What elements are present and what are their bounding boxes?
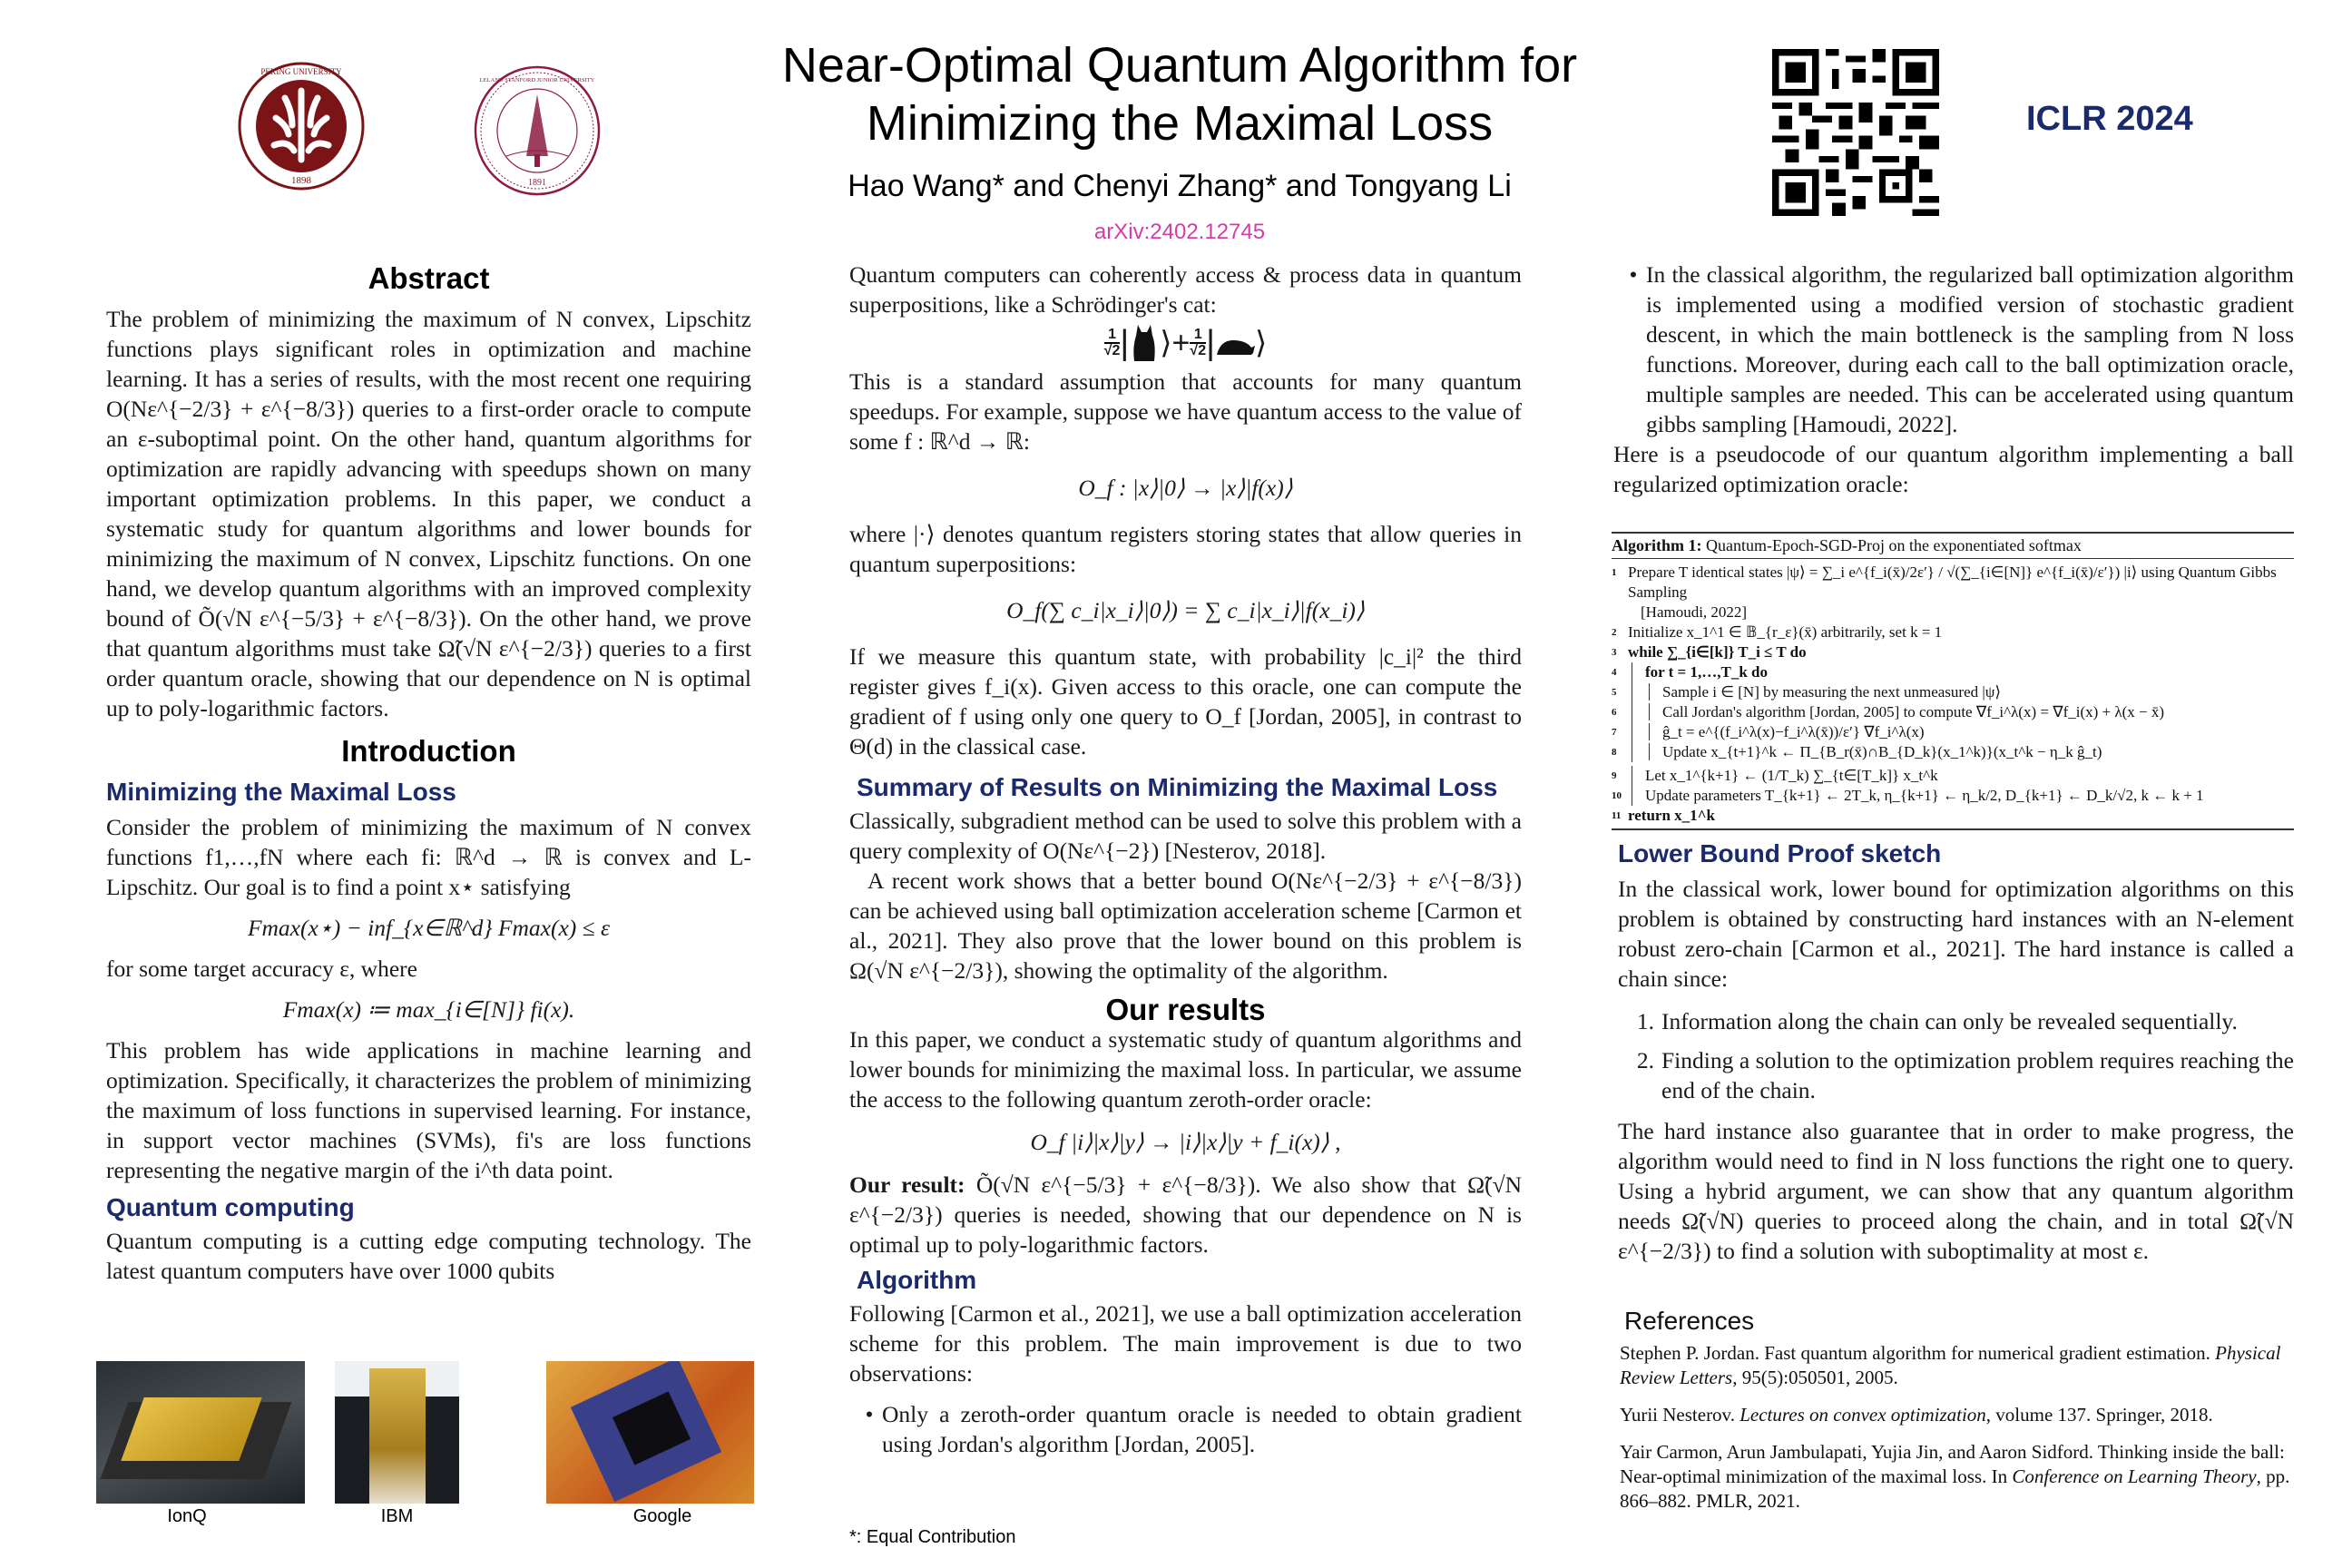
algorithm-bullet-1 [849, 1399, 1522, 1459]
mml-equation-1: Fmax(x⋆) − inf_{x∈ℝ^d} Fmax(x) ≤ ε [247, 915, 611, 941]
mml-paragraph-2: for some target accuracy ε, where [106, 956, 417, 982]
lower-bound-item-2 [1618, 1045, 2294, 1105]
line-number: 5 [1612, 687, 1617, 698]
right-column-bottom [1618, 838, 2294, 1266]
oracle-equation: O_f : |x⟩|0⟩ → |x⟩|f(x)⟩ [1078, 475, 1293, 501]
lower-bound-item-1 [1618, 1006, 2294, 1036]
summary-paragraph-1: Classically, subgradient method can be used to solve this problem with a query complexity of O(Nε^{−2}) [Nesterov, 2018]. [849, 808, 1522, 864]
algorithm-line [1612, 642, 2294, 662]
algorithm-bullet-2 [1613, 260, 2294, 439]
line-number: 1 [1612, 567, 1617, 578]
ibm-image [335, 1361, 459, 1504]
line-number: 9 [1612, 770, 1617, 781]
our-result-text: Õ(√N ε^{−5/3} + ε^{−8/3}). We also show that Ω̃(√N ε^{−2/3}) queries is needed, showing that our dependence on N is optimal up to poly-logarithmic factors. [849, 1171, 1522, 1258]
line-number: 3 [1612, 647, 1617, 658]
mml-equation-2: Fmax(x) ≔ max_{i∈[N]} fi(x). [282, 996, 575, 1023]
middle-column [849, 260, 1522, 1459]
middle-paragraph-1: Quantum computers can coherently access & process data in quantum superpositions, like a Schrödinger's cat: [849, 261, 1522, 318]
quantum-computing-paragraph: Quantum computing is a cutting edge computing technology. The latest quantum computers have over 1000 qubits [106, 1228, 751, 1284]
schrodinger-cat-equation: 1 √2 | ⟩+ $\frac{1}{√2}$ | ⟩ [1103, 323, 1268, 362]
line-number: 7 [1612, 727, 1617, 738]
line-number: 11 [1612, 810, 1622, 821]
ibm-caption: IBM [380, 1506, 414, 1526]
venue-label: ICLR 2024 [2026, 100, 2193, 138]
equal-contribution-footnote: *: Equal Contribution [849, 1527, 1016, 1547]
item-number: 2. [1636, 1047, 1654, 1073]
reference-item [1620, 1440, 2291, 1514]
references-title: References [1624, 1307, 1755, 1335]
reference-venue: Physical Review Letters [1620, 1342, 2281, 1388]
line-text: while ∑_{i∈[k]} T_i ≤ T do [1628, 643, 1807, 661]
reference-tail: , pp. 866–882. PMLR, 2021. [1620, 1465, 2290, 1512]
line-text: ĝ_t = e^{(f_i^λ(x)−f_i^λ(x̄))/ε′} ∇f_i^λ(x) [1649, 723, 1925, 740]
line-number: 2 [1612, 627, 1617, 638]
line-text: Sample i ∈ [N] by measuring the next unmeasured |ψ⟩ [1649, 683, 2001, 701]
stanford-year: 1891 [528, 178, 546, 188]
ionq-image [96, 1361, 305, 1504]
algorithm-line [1612, 786, 2294, 806]
algorithm-line [1612, 622, 2294, 642]
line-number [1612, 603, 1628, 622]
stanford-university-seal [474, 65, 601, 197]
google-image [546, 1361, 754, 1504]
middle-paragraph-2: This is a standard assumption that accounts for many quantum speedups. For example, suppose we have quantum access to the value of some f : ℝ^d → ℝ: [849, 368, 1522, 455]
reference-text: Yair Carmon, Arun Jambulapati, Yujia Jin, and Aaron Sidford. Thinking inside the ball: Near-optimal minimization of the maximal loss. In [1620, 1441, 2285, 1487]
introduction-title: Introduction [341, 734, 516, 768]
line-number: 4 [1612, 667, 1617, 678]
algorithm-bullet-1-text: Only a zeroth-order quantum oracle is needed to obtain gradient using Jordan's algorithm [Jordan, 2005]. [882, 1401, 1522, 1457]
dead-cat-icon [1215, 329, 1255, 357]
algorithm-line [1612, 662, 2294, 682]
reference-text: Yurii Nesterov. [1620, 1404, 1735, 1426]
mml-paragraph-1: Consider the problem of minimizing the maximum of N convex functions f1,…,fN where each fi: ℝ^d → ℝ is convex and L-Lipschitz. Our goal is to find a point x⋆ satisfying [106, 814, 751, 900]
algorithm-line [1612, 766, 2294, 786]
line-number: 10 [1612, 790, 1622, 801]
line-number: 6 [1612, 707, 1617, 718]
authors: Hao Wang* and Chenyi Zhang* and Tongyang Li [848, 169, 1512, 203]
algorithm-line [1612, 563, 2294, 603]
abstract-title: Abstract [368, 261, 490, 295]
algorithm-box [1612, 532, 2294, 830]
algorithm-name: Quantum-Epoch-SGD-Proj on the exponentiated softmax [1705, 536, 2082, 554]
algorithm-line [1612, 682, 2294, 702]
bullet-dot: • [865, 1401, 874, 1427]
left-column [106, 263, 751, 1286]
line-text: Update x_{t+1}^k ← Π_{B_r(x̄)∩B_{D_k}(x_1^k)}(x_t^k − η_k ĝ_t) [1649, 743, 2102, 760]
lower-bound-title: Lower Bound Proof sketch [1618, 839, 1942, 867]
item-text: Information along the chain can only be revealed sequentially. [1661, 1008, 2238, 1034]
line-text: [Hamoudi, 2022] [1641, 603, 1748, 621]
reference-item [1620, 1341, 2291, 1390]
alive-cat-icon [1129, 323, 1160, 363]
line-text: Update parameters T_{k+1} ← 2T_k, η_{k+1} ← η_k/2, D_{k+1} ← D_k/√2, k ← k + 1 [1632, 786, 2204, 806]
item-number: 1. [1636, 1008, 1654, 1034]
superposition-equation: O_f(∑ c_i|x_i⟩|0⟩) = ∑ c_i|x_i⟩|f(x_i)⟩ [1006, 597, 1365, 623]
line-text: Let x_1^{k+1} ← (1/T_k) ∑_{t∈[T_k]} x_t^k [1632, 766, 1938, 786]
middle-paragraph-3: where |·⟩ denotes quantum registers storing states that allow queries in quantum superpositions: [849, 521, 1522, 577]
algorithm-line [1612, 702, 2294, 722]
algorithm-title: Algorithm [857, 1266, 977, 1294]
peking-university-logo [238, 62, 365, 191]
qr-code[interactable] [1772, 49, 1939, 216]
our-results-title: Our results [1105, 993, 1266, 1026]
algorithm-header [1612, 534, 2294, 559]
reference-text: Stephen P. Jordan. Fast quantum algorithm for numerical gradient estimation. [1620, 1342, 2210, 1364]
bullet-dot: • [1629, 261, 1638, 288]
algorithm-label: Algorithm 1: [1612, 536, 1702, 554]
reference-tail: , volume 137. Springer, 2018. [1985, 1404, 2213, 1426]
line-number: 8 [1612, 747, 1617, 758]
algorithm-line [1612, 603, 2294, 622]
references-list [1620, 1341, 2291, 1526]
one-over-root2-a: 1 √2 [1103, 327, 1121, 358]
lower-bound-paragraph-1: In the classical work, lower bound for optimization algorithms on this problem is obtained by constructing hard instances with an N-element robust zero-chain [Carmon et al., 2021]. The hard instance is called a chain since: [1618, 876, 2294, 992]
summary-title: Summary of Results on Minimizing the Maximal Loss [857, 773, 1498, 801]
abstract-text: The problem of minimizing the maximum of N convex, Lipschitz functions plays significant roles in optimization and machine learning. It has a series of results, with the most recent one requiring O(Nε^{−2/3} + ε^{−8/3}) queries to a first-order oracle to compute an ε-suboptimal point. On the other hand, quantum algorithms for optimization are rapidly advancing with speedups shown on many important optimization problems. In this paper, we conduct a systematic study for quantum algorithms and lower bounds for minimizing the maximum of N convex, Lipschitz functions. On one hand, we develop quantum algorithms with an improved complexity bound of Õ(√N ε^{−5/3} + ε^{−8/3}). On the other hand, we prove that quantum algorithms must take Ω̃(√N ε^{−2/3}) queries to a first order quantum oracle, showing that our dependence on N is optimal up to poly-logarithmic factors. [106, 306, 751, 721]
item-text: Finding a solution to the optimization problem requires reaching the end of the chain. [1661, 1047, 2294, 1103]
reference-venue: Conference on Learning Theory [2012, 1465, 2257, 1487]
peking-ring-text: PEKING UNIVERSITY [260, 67, 342, 76]
google-caption: Google [632, 1506, 692, 1526]
algorithm-line [1612, 806, 2294, 826]
stanford-ring-text: LELAND STANFORD JUNIOR UNIVERSITY [479, 77, 595, 83]
one-over-root2-b: $\frac{1}{√2}$ [1190, 327, 1207, 358]
results-paragraph-2 [849, 1170, 1522, 1259]
line-text: Initialize x_1^1 ∈ 𝔹_{r_ε}(x̄) arbitrarily, set k = 1 [1628, 623, 1943, 641]
ionq-caption: IonQ [167, 1506, 207, 1526]
arxiv-link[interactable]: arXiv:2402.12745 [1093, 220, 1266, 244]
lower-bound-paragraph-2: The hard instance also guarantee that in order to make progress, the algorithm would need to find in N loss functions the right one to query. Using a hybrid argument, we can show that any quantum algorithm needs Ω̃(√N) queries to proceed along the chain, and in total Ω̃(√N ε^{−2/3}) to find a solution with suboptimality at most ε. [1618, 1118, 2294, 1264]
line-text: return x_1^k [1628, 807, 1715, 824]
algorithm-line [1612, 722, 2294, 742]
algorithm-paragraph: Following [Carmon et al., 2021], we use a ball optimization acceleration scheme for this problem. The main improvement is due to two observations: [849, 1300, 1522, 1387]
line-text: Prepare T identical states |ψ⟩ = ∑_i e^{f_i(x̄)/2ε′} / √(∑_{i∈[N]} e^{f_i(x̄)/ε′}) |i⟩ using Quantum Gibbs Sampling [1628, 564, 2277, 601]
mml-paragraph-3: This problem has wide applications in machine learning and optimization. Specifically, it characterizes the problem of minimizing the maximum of loss functions in supervised learning. For instance, in support vector machines (SVMs), fi's are loss functions representing the negative margin of the i^th data point. [106, 1037, 751, 1183]
middle-paragraph-4: If we measure this quantum state, with probability |c_i|² the third register gives f_i(x). Given access to this oracle, one can compute the gradient of f using only one query to O_f [Jordan, 2005], in contrast to Θ(d) in the classical case. [849, 643, 1522, 760]
reference-venue: Lectures on convex optimization [1740, 1404, 1986, 1426]
zeroth-order-oracle-equation: O_f |i⟩|x⟩|y⟩ → |i⟩|x⟩|y + f_i(x)⟩ , [1030, 1129, 1341, 1155]
summary-paragraph-2: A recent work shows that a better bound O(Nε^{−2/3} + ε^{−8/3}) can be achieved using ball optimization acceleration scheme [Carmon et al., 2021]. They also prove that the lower bound on this problem is Ω(√N ε^{−2/3}), showing the optimality of the algorithm. [849, 867, 1522, 984]
reference-item [1620, 1403, 2291, 1427]
algorithm-line [1612, 742, 2294, 762]
results-paragraph-1: In this paper, we conduct a systematic study of quantum algorithms and lower bounds for minimizing the maximal loss. In particular, we assume the access to the following quantum zeroth-order oracle: [849, 1026, 1522, 1112]
algorithm-bullet-2-text: In the classical algorithm, the regularized ball optimization algorithm is implemented using a modified version of stochastic gradient descent, in which the main bottleneck is the sampling from N loss functions. Moreover, during each call to the ball optimization oracle, multiple samples are needed. This can be accelerated using quantum gibbs sampling [Hamoudi, 2022]. [1646, 261, 2294, 437]
mml-title: Minimizing the Maximal Loss [106, 778, 456, 806]
line-text: Call Jordan's algorithm [Jordan, 2005] to compute ∇f_i^λ(x) = ∇f_i(x) + λ(x − x̄) [1649, 703, 2164, 720]
quantum-computing-title: Quantum computing [106, 1193, 355, 1221]
qr-code-image [1772, 49, 1939, 216]
poster-title [726, 36, 1633, 152]
pseudocode-intro: Here is a pseudocode of our quantum algorithm implementing a ball regularized optimization oracle: [1613, 441, 2294, 497]
right-column-top [1613, 260, 2294, 499]
title-line-1: Near-Optimal Quantum Algorithm for [781, 38, 1578, 93]
reference-tail: , 95(5):050501, 2005. [1732, 1367, 1898, 1388]
line-text: for t = 1,…,T_k do [1645, 663, 1768, 681]
peking-year: 1898 [291, 175, 311, 186]
title-line-2: Minimizing the Maximal Loss [866, 96, 1494, 151]
our-result-label: Our result: [849, 1171, 965, 1198]
